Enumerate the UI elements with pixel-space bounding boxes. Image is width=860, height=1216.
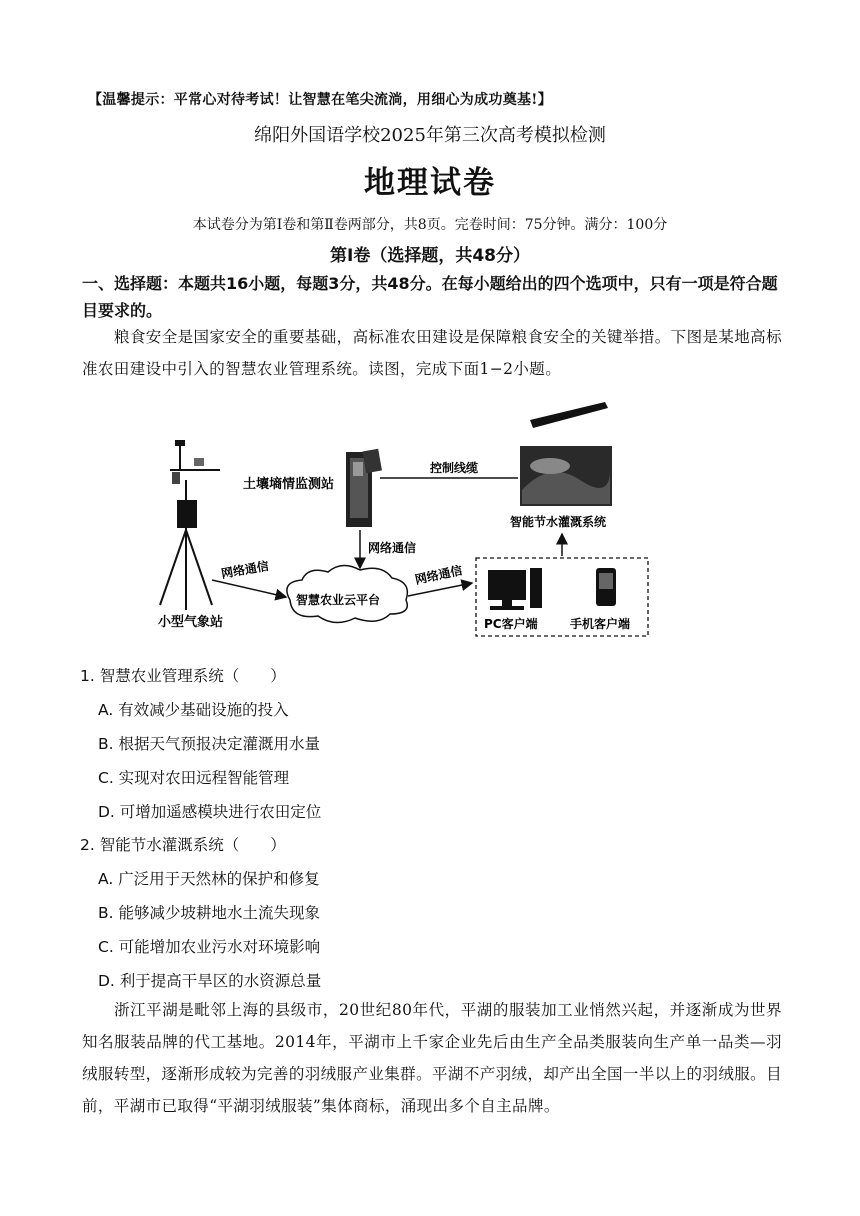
weather-station-icon — [160, 440, 220, 610]
question-2-option-b: B. 能够减少坡耕地水土流失现象 — [98, 904, 320, 922]
weather-station-label: 小型气象站 — [158, 615, 224, 630]
passage-1: 粮食安全是国家安全的重要基础，高标准农田建设是保障粮食安全的关键举措。下图是某地高标准农田建设中引入的智慧农业管理系统。读图，完成下面1−2小题。 — [82, 328, 782, 378]
section-heading: 一、选择题：本题共16小题，每题3分，共48分。在每小题给出的四个选项中，只有一项是符合题目要求的。 — [82, 274, 778, 320]
question-2-option-d: D. 利于提高干旱区的水资源总量 — [98, 972, 322, 990]
question-2-option-a: A. 广泛用于天然林的保护和修复 — [98, 870, 320, 888]
network-label-2: 网络通信 — [220, 558, 270, 581]
irrigation-label: 智能节水灌溉系统 — [510, 515, 607, 529]
question-1-stem: 1. 智慧农业管理系统（ ） — [80, 667, 286, 685]
question-1-option-c: C. 实现对农田远程智能管理 — [98, 769, 290, 787]
smart-agriculture-diagram — [150, 400, 710, 650]
mobile-client-label: 手机客户端 — [570, 617, 631, 631]
exam-school-title: 绵阳外国语学校2025年第三次高考模拟检测 — [254, 125, 606, 146]
question-2-option-c: C. 可能增加农业污水对环境影响 — [98, 938, 321, 956]
soil-station-icon — [346, 449, 382, 527]
passage-2: 浙江平湖是毗邻上海的县级市，20世纪80年代，平湖的服装加工业悄然兴起，并逐渐成为世界知名服装品牌的代工基地。2014年，平湖市上千家企业先后由生产全品类服装向生产单一品类—羽绒服转型，逐渐形成较为完善的羽绒服产业集群。平湖不产羽绒，却产出全国一半以上的羽绒服。目前，平湖市已取得“平湖羽绒服装”集体商标，涌现出多个自主品牌。 — [82, 1001, 782, 1115]
network-label-1: 网络通信 — [368, 541, 417, 555]
control-cable-label: 控制线缆 — [430, 461, 479, 475]
part-heading: 第Ⅰ卷（选择题，共48分） — [330, 246, 530, 266]
question-1-option-b: B. 根据天气预报决定灌溉用水量 — [98, 735, 320, 753]
irrigation-system-icon — [520, 402, 612, 506]
question-1-option-a: A. 有效减少基础设施的投入 — [98, 701, 289, 719]
question-1-option-d: D. 可增加遥感模块进行农田定位 — [98, 803, 322, 821]
mobile-client-icon — [596, 568, 616, 606]
exam-info: 本试卷分为第Ⅰ卷和第Ⅱ卷两部分，共8页。完卷时间：75分钟。满分：100分 — [192, 217, 668, 233]
soil-station-label: 土壤墒情监测站 — [243, 477, 335, 492]
pc-client-icon — [488, 568, 542, 610]
pc-client-label: PC客户端 — [484, 617, 538, 631]
network-label-3: 网络通信 — [413, 563, 464, 587]
page-title: 地理试卷 — [364, 165, 496, 201]
cloud-platform-label: 智慧农业云平台 — [296, 593, 381, 607]
exam-tip: 【温馨提示：平常心对待考试！让智慧在笔尖流淌，用细心为成功奠基!】 — [88, 92, 553, 108]
question-2-stem: 2. 智能节水灌溉系统（ ） — [80, 836, 286, 854]
